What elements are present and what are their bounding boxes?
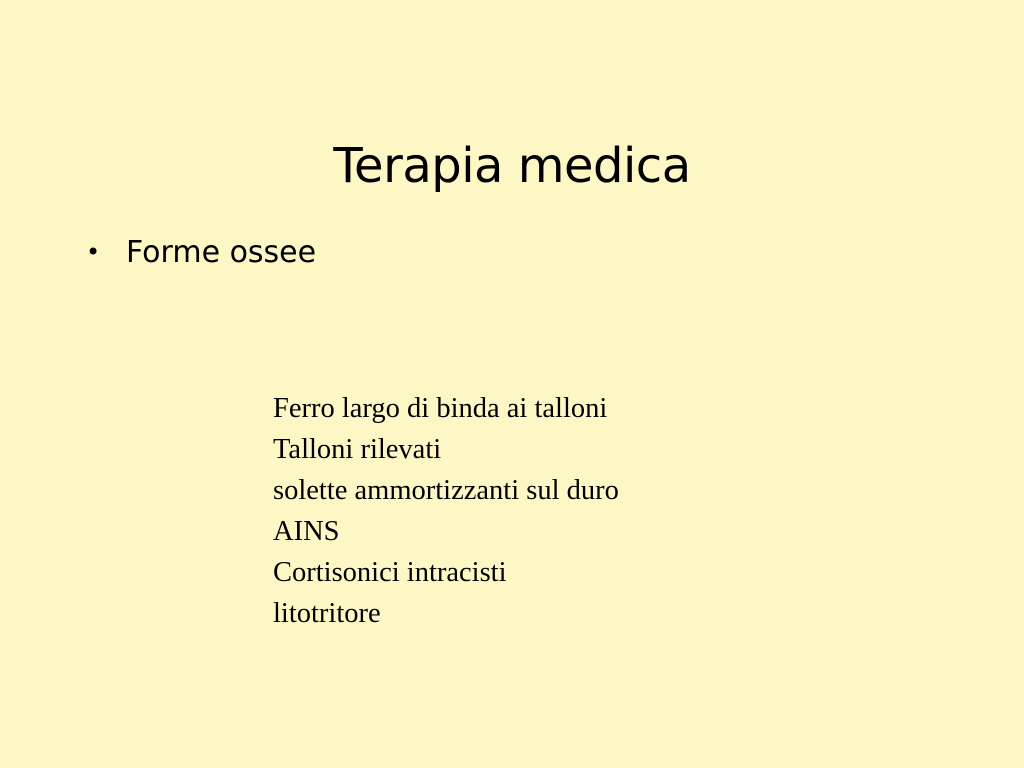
treatment-line: litotritore — [273, 598, 381, 629]
treatment-list — [273, 388, 733, 634]
treatment-line: Ferro largo di binda ai talloni — [273, 393, 608, 424]
treatment-line: solette ammortizzanti sul duro — [273, 475, 619, 506]
slide-title: Terapia medica — [333, 138, 691, 194]
treatment-line: Talloni rilevati — [273, 434, 442, 465]
bullet-marker: • — [86, 238, 101, 266]
bullet-text: Forme ossee — [126, 234, 317, 270]
treatment-line: Cortisonici intracisti — [273, 557, 507, 588]
bullet-item — [86, 232, 316, 272]
treatment-line: AINS — [273, 516, 340, 547]
